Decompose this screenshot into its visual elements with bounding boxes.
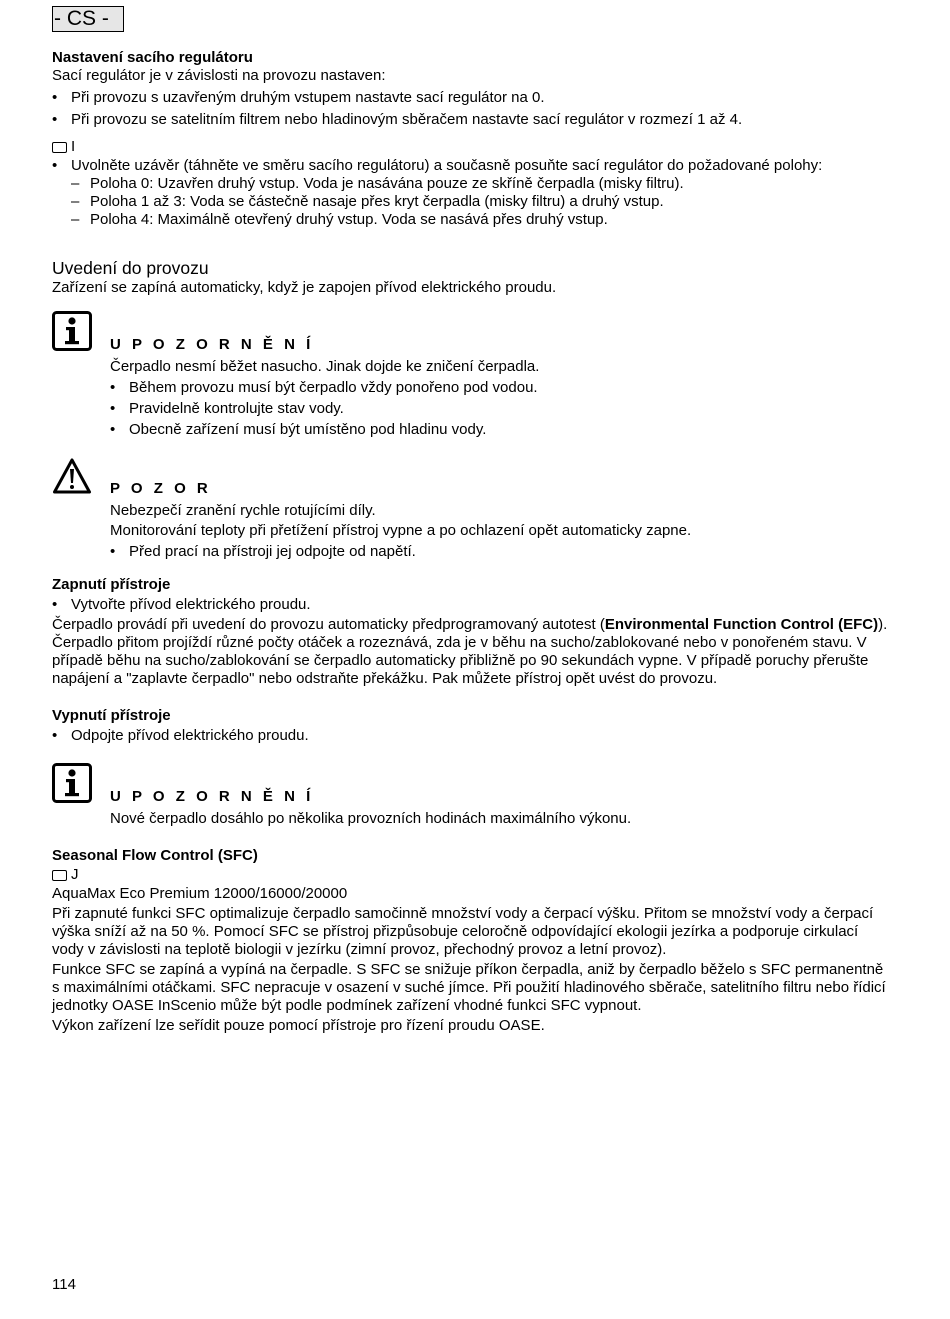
bullet-item: • Odpojte přívod elektrického proudu.	[52, 727, 892, 745]
dash-item: – Poloha 4: Maximálně otevřený druhý vstup. Voda se nasává přes druhý vstup.	[52, 211, 892, 229]
figure-reference-label: J	[71, 866, 79, 883]
notice-text: Čerpadlo nesmí běžet nasucho. Jinak dojde ke zničení čerpadla.	[110, 358, 540, 375]
bullet-item: • Obecně zařízení musí být umístěno pod hladinu vody.	[110, 421, 892, 439]
caution-block	[52, 457, 892, 561]
dash-item: – Poloha 0: Uzavřen druhý vstup. Voda je nasávána pouze ze skříně čerpadla (misky filtru).	[52, 175, 892, 193]
bullet-item: • Během provozu musí být čerpadlo vždy ponořeno pod vodou.	[110, 379, 892, 397]
notice-title: U P O Z O R N Ě N Í	[110, 788, 314, 805]
warning-icon	[52, 457, 92, 495]
section-title-sfc: Seasonal Flow Control (SFC)	[52, 847, 258, 864]
figure-reference-label: I	[71, 138, 76, 155]
paragraph-bold-text: Environmental Function Control (EFC)	[604, 616, 879, 633]
notice-block	[52, 763, 892, 828]
notice-block	[52, 311, 892, 439]
book-icon	[52, 142, 67, 153]
bullet-item: • Před prací na přístroji jej odpojte od napětí.	[110, 543, 892, 561]
bullet-item: • Pravidelně kontrolujte stav vody.	[110, 400, 892, 418]
language-tag: - CS -	[52, 6, 124, 32]
paragraph: Při zapnuté funkci SFC optimalizuje čerpadlo samočinně množství vody a čerpací výšku. Přitom se množství vody a čerpací výška sníží až na 50 %. Pomocí SFC se přístroj přizpůsobuje celoročně odpovídající ekologii jezírka a podporuje cirkulací vody v závislosti na teplotě biologii v jezírku (zimní provoz, přechodný provoz a letní provoz).	[52, 905, 874, 958]
figure-reference	[52, 865, 892, 885]
paragraph: Výkon zařízení lze seřídit pouze pomocí přístroje pro řízení proudu OASE.	[52, 1017, 545, 1034]
paragraph: Zařízení se zapíná automaticky, když je zapojen přívod elektrického proudu.	[52, 279, 557, 296]
bullet-item: • Uvolněte uzávěr (táhněte ve směru sacího regulátoru) a současně posuňte sací regulátor do požadované polohy:	[52, 157, 892, 175]
page-number: 114	[52, 1276, 76, 1293]
caution-text: Monitorování teploty při přetížení přístroj vypne a po ochlazení opět automaticky zapne.	[110, 522, 692, 539]
section-title-switch-on: Zapnutí přístroje	[52, 576, 171, 593]
notice-text: Nové čerpadlo dosáhlo po několika provozních hodinách maximálního výkonu.	[110, 810, 632, 827]
paragraph: Sací regulátor je v závislosti na provozu nastaven:	[52, 67, 386, 84]
model-name: AquaMax Eco Premium 12000/16000/20000	[52, 885, 348, 902]
info-icon	[52, 763, 92, 803]
paragraph-text: Čerpadlo provádí při uvedení do provozu automaticky předprogramovaný autotest (	[52, 616, 605, 633]
book-icon	[52, 870, 67, 881]
paragraph: Funkce SFC se zapíná a vypíná na čerpadle. S SFC se snižuje příkon čerpadla, aniž by čerpadlo běželo s SFC permanentně s maximálními otáčkami. SFC nepracuje v osazení v suché jímce. Při použití hladinového sběrače, satelitního filtru nebo řídicí jednotky OASE InScenio může být podle podmínek zařízení vhodné funkci SFC vypnout.	[52, 961, 886, 1014]
caution-text: Nebezpečí zranění rychle rotujícími díly.	[110, 502, 376, 519]
section-title-commissioning: Uvedení do provozu	[52, 258, 209, 278]
caution-title: P O Z O R	[110, 480, 212, 497]
dash-item: – Poloha 1 až 3: Voda se částečně nasaje přes kryt čerpadla (misky filtru) a druhý vstup.	[52, 193, 892, 211]
section-title-intake-regulator: Nastavení sacího regulátoru	[52, 49, 253, 66]
figure-reference	[52, 137, 892, 157]
page-content	[52, 48, 892, 1035]
bullet-item: • Při provozu s uzavřeným druhým vstupem nastavte sací regulátor na 0.	[52, 89, 892, 107]
bullet-item: • Při provozu se satelitním filtrem nebo hladinovým sběračem nastavte sací regulátor v rozmezí 1 až 4.	[52, 111, 892, 129]
notice-title: U P O Z O R N Ě N Í	[110, 336, 314, 353]
paragraph-text: ). Čerpadlo přitom projíždí různé počty otáček a rozeznává, zda je v běhu na sucho/zablokované nebo v ponořeném stavu. V případě běhu na sucho/zablokování se čerpadlo automaticky přibližně po 90 sekundách vypne. V případě poruchy přerušte napájení a "zaplavte čerpadlo" nebo odstraňte překážku. Pak můžete přístroj opět uvést do provozu.	[52, 616, 888, 687]
paragraph	[52, 616, 892, 688]
info-icon	[52, 311, 92, 351]
section-title-switch-off: Vypnutí přístroje	[52, 707, 171, 724]
bullet-item: • Vytvořte přívod elektrického proudu.	[52, 596, 892, 614]
